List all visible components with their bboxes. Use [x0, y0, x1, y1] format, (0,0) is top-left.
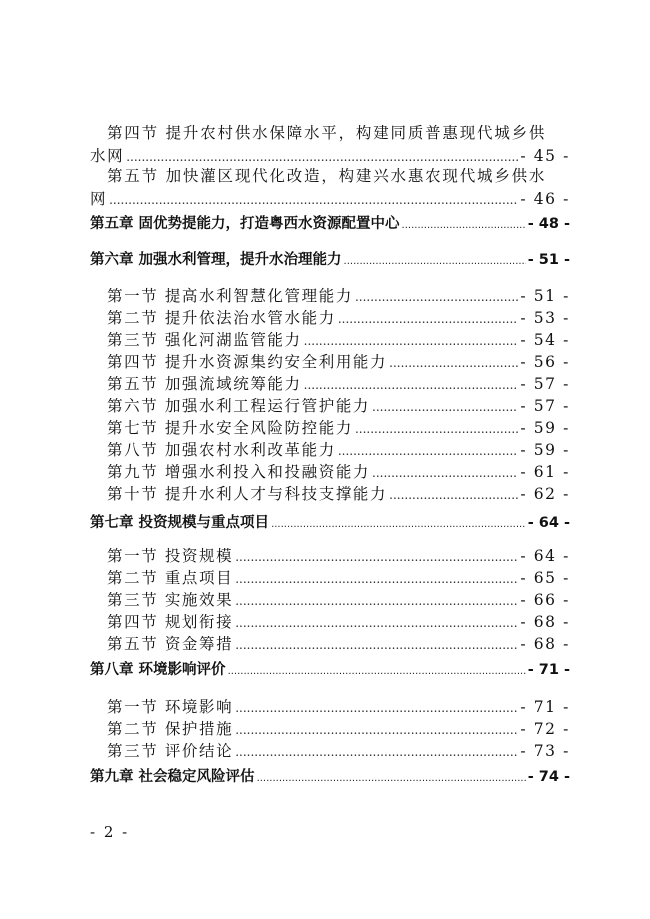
toc-page-number: - 53 - [520, 309, 570, 327]
toc-page-number: - 64 - [520, 547, 570, 565]
toc-section-entry[interactable] [107, 696, 570, 719]
toc-chapter-8[interactable] [90, 659, 570, 683]
section-title: 第四节 提升水资源集约安全利用能力 [107, 353, 388, 371]
toc-chapter-7[interactable] [90, 512, 570, 536]
toc-page-number: - 62 - [520, 485, 570, 503]
leader-dots [389, 484, 518, 506]
leader-dots [235, 697, 518, 719]
toc-section-4-line2: 水网 [90, 147, 125, 165]
toc-page-number: - 71 - [520, 698, 570, 716]
section-title: 第六节 加强水利工程运行管护能力 [107, 397, 371, 415]
section-title: 第四节 规划衔接 [107, 613, 234, 631]
toc-section-4-line1[interactable]: 第四节 提升农村供水保障水平，构建同质普惠现代城乡供 [107, 124, 547, 142]
toc-chapter-9[interactable] [90, 766, 570, 790]
toc-page-number: - 68 - [520, 635, 570, 653]
leader-dots [389, 352, 518, 374]
toc-chapter-5[interactable] [90, 213, 570, 237]
chapter-title: 第六章 加强水利管理，提升水治理能力 [90, 252, 342, 268]
toc-page-number: - 57 - [520, 397, 570, 415]
leader-dots [344, 251, 526, 273]
leader-dots [372, 396, 518, 418]
chapter-title: 第五章 固优势提能力，打造粤西水资源配置中心 [90, 216, 400, 232]
toc-page-number: - 68 - [520, 613, 570, 631]
toc-page-number: - 65 - [520, 569, 570, 587]
section-title: 第五节 加强流域统筹能力 [107, 375, 302, 393]
section-title: 第二节 保护措施 [107, 720, 234, 738]
toc-section-entry[interactable] [107, 351, 570, 374]
toc-page-number: - 46 - [520, 190, 570, 208]
leader-dots [235, 546, 518, 568]
section-title: 第三节 评价结论 [107, 742, 234, 760]
leader-dots [304, 374, 519, 396]
section-title: 第七节 提升水安全风险防控能力 [107, 419, 353, 437]
section-title: 第一节 投资规模 [107, 547, 234, 565]
section-title: 第五节 资金筹措 [107, 635, 234, 653]
toc-section-5-entry[interactable] [90, 188, 570, 211]
section-title: 第二节 提升依法治水管水能力 [107, 309, 336, 327]
toc-section-entry[interactable] [107, 545, 570, 568]
toc-section-entry[interactable] [107, 483, 570, 506]
toc-page-number: - 45 - [520, 147, 570, 165]
toc-section-5-line2: 网 [90, 190, 108, 208]
section-title: 第十节 提升水利人才与科技支撑能力 [107, 485, 388, 503]
leader-dots [235, 590, 518, 612]
toc-page-number: - 74 - [527, 769, 570, 785]
leader-dots [355, 418, 518, 440]
chapter-title: 第九章 社会稳定风险评估 [90, 769, 255, 785]
toc-page-number: - 64 - [527, 515, 570, 531]
toc-section-entry[interactable] [107, 461, 570, 484]
leader-dots [355, 286, 518, 308]
toc-page-number: - 57 - [520, 375, 570, 393]
toc-section-entry[interactable] [107, 633, 570, 656]
toc-section-entry[interactable] [107, 611, 570, 634]
leader-dots [271, 514, 526, 536]
section-title: 第一节 提高水利智慧化管理能力 [107, 287, 353, 305]
toc-section-entry[interactable] [107, 417, 570, 440]
toc-section-entry[interactable] [107, 329, 570, 352]
section-title: 第一节 环境影响 [107, 698, 234, 716]
leader-dots [235, 634, 518, 656]
toc-chapter-6[interactable] [90, 249, 570, 273]
section-title: 第八节 加强农村水利改革能力 [107, 441, 336, 459]
toc-page-number: - 66 - [520, 591, 570, 609]
chapter-title: 第七章 投资规模与重点项目 [90, 515, 270, 531]
leader-dots [235, 741, 518, 763]
leader-dots [235, 568, 518, 590]
toc-section-entry[interactable] [107, 439, 570, 462]
leader-dots [372, 462, 518, 484]
toc-section-entry[interactable] [107, 567, 570, 590]
page-number-footer: - 2 - [90, 823, 130, 841]
toc-page-number: - 51 - [520, 287, 570, 305]
toc-section-entry[interactable] [107, 740, 570, 763]
section-title: 第三节 强化河湖监管能力 [107, 331, 302, 349]
toc-section-entry[interactable] [107, 373, 570, 396]
toc-page-number: - 71 - [527, 662, 570, 678]
toc-section-entry[interactable] [107, 589, 570, 612]
toc-page-number: - 61 - [520, 463, 570, 481]
leader-dots [402, 215, 526, 237]
toc-page-number: - 59 - [520, 419, 570, 437]
section-title: 第二节 重点项目 [107, 569, 234, 587]
leader-dots [338, 440, 519, 462]
leader-dots [304, 330, 519, 352]
section-title: 第九节 增强水利投入和投融资能力 [107, 463, 371, 481]
section-title: 第三节 实施效果 [107, 591, 234, 609]
chapter-title: 第八章 环境影响评价 [90, 662, 226, 678]
leader-dots [235, 612, 518, 634]
leader-dots [257, 768, 526, 790]
leader-dots [109, 189, 518, 211]
toc-page-number: - 72 - [520, 720, 570, 738]
toc-section-entry[interactable] [107, 395, 570, 418]
toc-page-number: - 59 - [520, 441, 570, 459]
leader-dots [235, 719, 518, 741]
toc-section-entry[interactable] [107, 285, 570, 308]
leader-dots [228, 661, 526, 683]
toc-section-entry[interactable] [107, 307, 570, 330]
leader-dots [338, 308, 519, 330]
toc-section-entry[interactable] [107, 718, 570, 741]
toc-section-5-line1[interactable]: 第五节 加快灌区现代化改造，构建兴水惠农现代城乡供水 [107, 167, 547, 185]
toc-page-number: - 73 - [520, 742, 570, 760]
toc-page-number: - 51 - [527, 252, 570, 268]
toc-page-number: - 48 - [527, 216, 570, 232]
toc-page-number: - 56 - [520, 353, 570, 371]
toc-page-number: - 54 - [520, 331, 570, 349]
